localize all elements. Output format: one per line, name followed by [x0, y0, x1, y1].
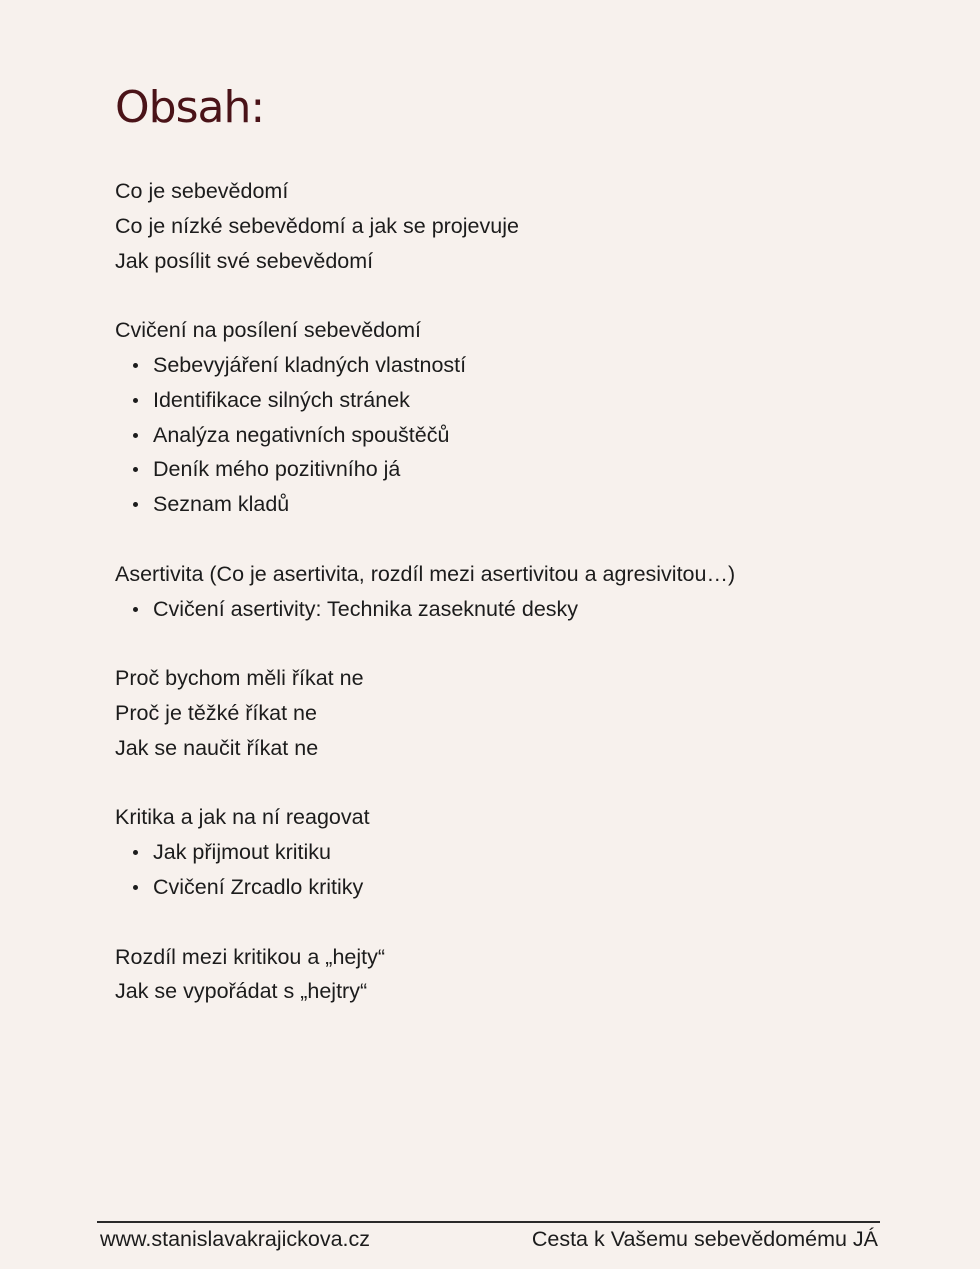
- section-gap: [115, 905, 915, 940]
- toc-subitem-label: Sebevyjáření kladných vlastností: [153, 352, 467, 377]
- bullet-icon: [133, 363, 138, 368]
- bullet-icon: [133, 607, 138, 612]
- toc-subitem: [115, 835, 915, 870]
- toc-subitem: [115, 592, 915, 627]
- bullet-icon: [133, 885, 138, 890]
- toc-subitem: [115, 487, 915, 522]
- page-title: Obsah:: [115, 82, 265, 133]
- toc-subitem: [115, 870, 915, 905]
- bullet-icon: [133, 502, 138, 507]
- toc-item: Asertivita (Co je asertivita, rozdíl mezi asertivitou a agresivitou…): [115, 561, 736, 586]
- toc-subitem: [115, 418, 915, 453]
- toc-section-kritika: [115, 800, 915, 904]
- toc-subitem-label: Seznam kladů: [153, 492, 290, 517]
- bullet-icon: [133, 850, 138, 855]
- toc-subitem-label: Cvičení asertivity: Technika zaseknuté desky: [153, 596, 579, 621]
- section-gap: [115, 626, 915, 661]
- toc-item: Jak posílit své sebevědomí: [115, 248, 374, 273]
- bullet-icon: [133, 398, 138, 403]
- toc-item: Rozdíl mezi kritikou a „hejty“: [115, 944, 386, 969]
- footer-website: www.stanislavakrajickova.cz: [100, 1227, 371, 1251]
- toc-subitem: [115, 383, 915, 418]
- toc-subitem: [115, 348, 915, 383]
- toc-section-hejty: [115, 940, 915, 1010]
- toc-section-cviceni: [115, 313, 915, 522]
- toc-subitem-label: Deník mého pozitivního já: [153, 457, 401, 482]
- footer-tagline: Cesta k Vašemu sebevědomému JÁ: [531, 1227, 878, 1251]
- toc-section-asertivita: [115, 557, 915, 627]
- bullet-icon: [133, 467, 138, 472]
- toc-section-rikat-ne: [115, 661, 915, 765]
- toc-item: Co je sebevědomí: [115, 179, 289, 203]
- toc-subitem: [115, 452, 915, 487]
- bullet-icon: [133, 433, 138, 438]
- toc-item: Cvičení na posílení sebevědomí: [115, 318, 421, 343]
- toc-subitem-label: Identifikace silných stránek: [153, 387, 410, 412]
- toc-item: Proč je těžké říkat ne: [115, 700, 317, 725]
- toc-item: Co je nízké sebevědomí a jak se projevuje: [115, 213, 519, 238]
- section-gap: [115, 522, 915, 557]
- toc-item: Proč bychom měli říkat ne: [115, 666, 364, 691]
- toc-subitem-label: Jak přijmout kritiku: [153, 840, 332, 865]
- toc-section-sebevedomi: [115, 174, 915, 278]
- toc-subitem-label: Cvičení Zrcadlo kritiky: [153, 874, 364, 899]
- section-gap: [115, 278, 915, 313]
- toc-item: Jak se naučit říkat ne: [115, 735, 319, 760]
- toc-item: Jak se vypořádat s „hejtry“: [115, 979, 368, 1004]
- toc-subitem-label: Analýza negativních spouštěčů: [153, 422, 450, 447]
- table-of-contents: [115, 174, 915, 1009]
- toc-item: Kritika a jak na ní reagovat: [115, 805, 370, 830]
- section-gap: [115, 766, 915, 801]
- footer-divider: [97, 1221, 880, 1223]
